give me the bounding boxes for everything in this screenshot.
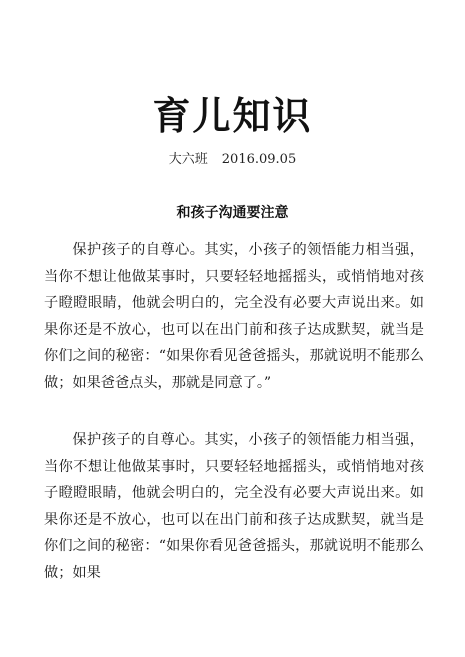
paragraph-2: 保护孩子的自尊心。其实，小孩子的领悟能力相当强，当你不想让他做某事时，只要轻轻地摇摇头，或悄悄地对孩子瞪瞪眼睛，他就会明白的，完全没有必要大声说出来。如果你还是不放心，也可以在出门前和孩子达成默契，就当是你们之间的秘密：“如果你看见爸爸摇头，那就说明不能那么做；如果 [44,432,424,581]
class-name: 大六班 [168,152,208,167]
section-title: 和孩子沟通要注意 [176,205,289,221]
paragraph-1: 保护孩子的自尊心。其实，小孩子的领悟能力相当强，当你不想让他做某事时，只要轻轻地摇摇头，或悄悄地对孩子瞪瞪眼睛，他就会明白的，完全没有必要大声说出来。如果你还是不放心，也可以在出门前和孩子达成默契，就当是你们之间的秘密：“如果你看见爸爸摇头，那就说明不能那么做；如果爸爸点头，那就是同意了。” [44,242,424,391]
document-date: 2016.09.05 [221,152,297,167]
document-meta [0,150,465,170]
document-title: 育儿知识 [152,94,313,138]
